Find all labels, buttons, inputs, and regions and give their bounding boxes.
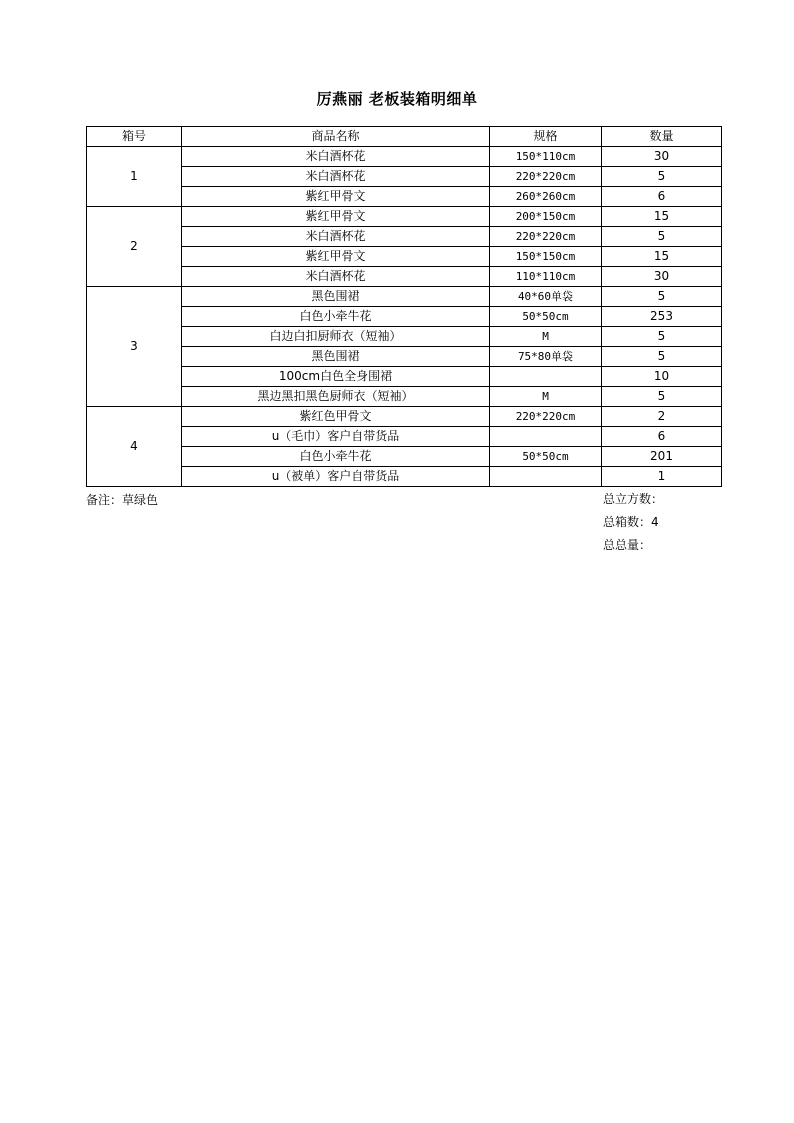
spec-cell: 75*80单袋 [490, 347, 602, 367]
header-quantity: 数量 [602, 127, 722, 147]
page-title: 厉燕丽 老板装箱明细单 [316, 90, 478, 108]
product-name-cell: 白边白扣厨师衣（短袖） [182, 327, 490, 347]
product-name-cell: 紫红甲骨文 [182, 187, 490, 207]
quantity-cell: 30 [602, 267, 722, 287]
header-box-no: 箱号 [87, 127, 182, 147]
spec-cell [490, 427, 602, 447]
spec-cell: 50*50cm [490, 307, 602, 327]
table-row [87, 447, 722, 467]
table-row [87, 167, 722, 187]
quantity-cell: 5 [602, 347, 722, 367]
total-volume: 总立方数： [603, 492, 664, 506]
spec-cell: 220*220cm [490, 227, 602, 247]
table-row [87, 427, 722, 447]
quantity-cell: 5 [602, 387, 722, 407]
spec-cell [490, 467, 602, 487]
remark-note: 备注：草绿色 [86, 493, 159, 507]
box-number-cell: 4 [87, 407, 182, 487]
quantity-cell: 5 [602, 227, 722, 247]
product-name-cell: 黑色围裙 [182, 347, 490, 367]
table-row [87, 327, 722, 347]
spec-cell: 220*220cm [490, 167, 602, 187]
table-row [87, 467, 722, 487]
quantity-cell: 30 [602, 147, 722, 167]
table-row [87, 407, 722, 427]
spec-cell: M [490, 387, 602, 407]
spec-cell: 150*110cm [490, 147, 602, 167]
product-name-cell: u（被单）客户自带货品 [182, 467, 490, 487]
table-row [87, 267, 722, 287]
spec-cell: 50*50cm [490, 447, 602, 467]
spec-cell: 260*260cm [490, 187, 602, 207]
table-header-row [87, 127, 722, 147]
spec-cell: 110*110cm [490, 267, 602, 287]
quantity-cell: 15 [602, 207, 722, 227]
product-name-cell: 黑色围裙 [182, 287, 490, 307]
spec-cell: 150*150cm [490, 247, 602, 267]
quantity-cell: 1 [602, 467, 722, 487]
total-box-count: 总箱数：4 [603, 515, 659, 529]
table-row [87, 367, 722, 387]
packing-list-table [86, 126, 722, 487]
quantity-cell: 2 [602, 407, 722, 427]
product-name-cell: 米白酒杯花 [182, 267, 490, 287]
quantity-cell: 5 [602, 327, 722, 347]
quantity-cell: 5 [602, 167, 722, 187]
table-row [87, 227, 722, 247]
spec-cell: 200*150cm [490, 207, 602, 227]
box-number-cell: 1 [87, 147, 182, 207]
quantity-cell: 6 [602, 427, 722, 447]
product-name-cell: 紫红甲骨文 [182, 247, 490, 267]
product-name-cell: 黑边黑扣黑色厨师衣（短袖） [182, 387, 490, 407]
product-name-cell: u（毛巾）客户自带货品 [182, 427, 490, 447]
header-spec: 规格 [490, 127, 602, 147]
spec-cell: M [490, 327, 602, 347]
spec-cell: 40*60单袋 [490, 287, 602, 307]
product-name-cell: 白色小牵牛花 [182, 447, 490, 467]
quantity-cell: 6 [602, 187, 722, 207]
table-row [87, 387, 722, 407]
total-quantity: 总总量： [603, 538, 652, 552]
summary-block [603, 490, 663, 559]
product-name-cell: 白色小牵牛花 [182, 307, 490, 327]
spec-cell: 220*220cm [490, 407, 602, 427]
product-name-cell: 100cm白色全身围裙 [182, 367, 490, 387]
quantity-cell: 15 [602, 247, 722, 267]
table-row [87, 207, 722, 227]
product-name-cell: 紫红甲骨文 [182, 207, 490, 227]
quantity-cell: 5 [602, 287, 722, 307]
table-row [87, 187, 722, 207]
product-name-cell: 米白酒杯花 [182, 147, 490, 167]
quantity-cell: 253 [602, 307, 722, 327]
product-name-cell: 米白酒杯花 [182, 227, 490, 247]
quantity-cell: 201 [602, 447, 722, 467]
table-row [87, 347, 722, 367]
product-name-cell: 米白酒杯花 [182, 167, 490, 187]
table-row [87, 307, 722, 327]
table-row [87, 287, 722, 307]
product-name-cell: 紫红色甲骨文 [182, 407, 490, 427]
quantity-cell: 10 [602, 367, 722, 387]
header-product-name: 商品名称 [182, 127, 490, 147]
table-body [87, 147, 722, 487]
table-row [87, 247, 722, 267]
spec-cell [490, 367, 602, 387]
box-number-cell: 2 [87, 207, 182, 287]
table-row [87, 147, 722, 167]
box-number-cell: 3 [87, 287, 182, 407]
